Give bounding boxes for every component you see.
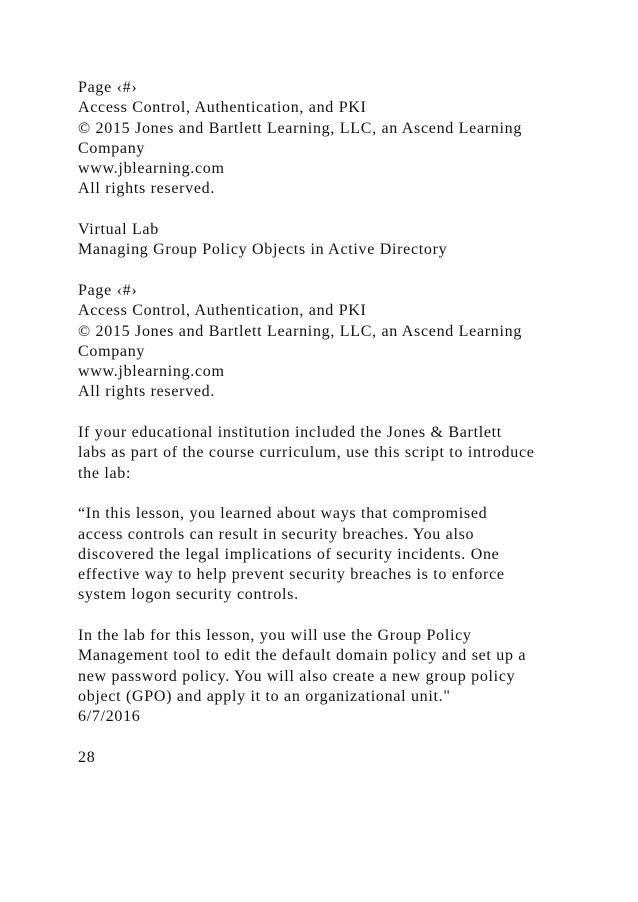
intro-line: the lab: [78,464,132,482]
spacer [78,728,578,748]
script-line: system logon security controls. [78,586,299,604]
rights-text: All rights reserved. [78,383,216,401]
script-line: effective way to help prevent security breaches is to enforce [78,566,505,584]
page-label: Page ‹#› [78,281,138,299]
script-line: Management tool to edit the default domain policy and set up a [78,647,527,665]
date-text: 6/7/2016 [78,708,141,726]
page-label: Page ‹#› [78,79,138,96]
lab-label: Virtual Lab [78,221,159,239]
script-line: object (GPO) and apply it to an organizational unit." [78,687,451,705]
spacer [78,484,578,504]
script-line: new password policy. You will also create a new group policy [78,667,516,685]
website-text: www.jblearning.com [78,363,225,381]
lab-title: Managing Group Policy Objects in Active Directory [78,241,448,259]
script-line: access controls can result in security breaches. You also [78,525,475,543]
intro-line: If your educational institution included the Jones & Bartlett [78,424,502,442]
script-line: In the lab for this lesson, you will use the Group Policy [78,627,472,645]
document-page [78,78,578,768]
copyright-line-continued: Company [78,342,146,360]
website-text: www.jblearning.com [78,160,225,178]
course-title: Access Control, Authentication, and PKI [78,99,367,117]
spacer [78,606,578,626]
intro-line: labs as part of the course curriculum, use this script to introduce [78,444,535,462]
script-line: discovered the legal implications of security incidents. One [78,545,500,563]
course-title: Access Control, Authentication, and PKI [78,302,367,320]
script-line: “In this lesson, you learned about ways that compromised [78,505,488,523]
spacer [78,261,578,281]
page-number: 28 [78,748,96,766]
spacer [78,403,578,423]
copyright-line: © 2015 Jones and Bartlett Learning, LLC, an Ascend Learning [78,322,523,340]
spacer [78,200,578,220]
copyright-line: © 2015 Jones and Bartlett Learning, LLC, an Ascend Learning [78,119,523,137]
rights-text: All rights reserved. [78,180,216,198]
copyright-line-continued: Company [78,139,146,157]
